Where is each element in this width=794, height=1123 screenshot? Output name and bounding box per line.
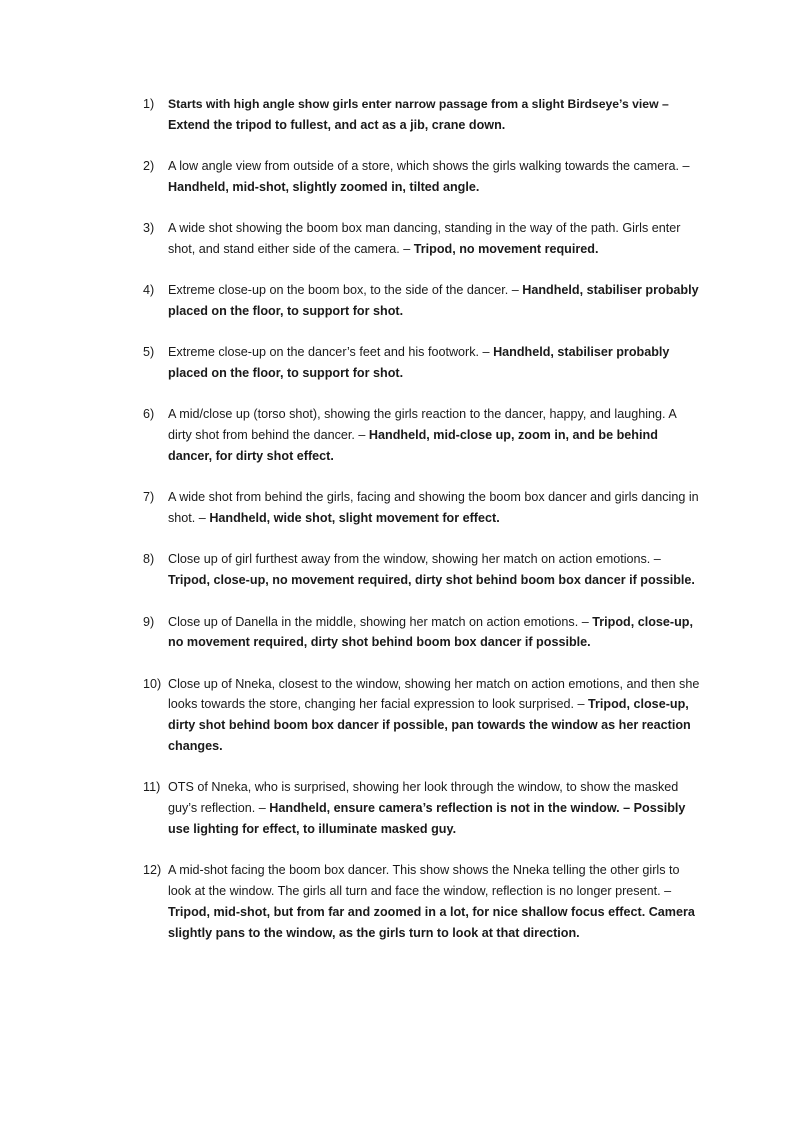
shot-camera-note: Tripod, no movement required.: [413, 241, 599, 256]
shot-camera-note: Tripod, close-up, no movement required, dirty shot behind boom box dancer if possible.: [168, 573, 695, 588]
shot-description: A wide shot from behind the girls, facing and showing the boom box dancer and girls dancing in shot. –: [168, 490, 699, 526]
shot-item-2: [143, 156, 703, 198]
shot-number: 10): [143, 676, 162, 691]
shot-item-5: [143, 342, 703, 384]
shot-item-6: [143, 404, 703, 466]
shot-number: 2): [143, 159, 155, 174]
shot-number: 11): [143, 780, 161, 795]
shot-description: Extreme close-up on the boom box, to the side of the dancer. –: [168, 283, 523, 298]
shot-number: 9): [143, 614, 155, 629]
shot-item-1: [143, 94, 703, 136]
shot-description: Extreme close-up on the dancer’s feet and his footwork. –: [168, 345, 494, 360]
shot-number: 12): [143, 863, 162, 878]
shot-description: A wide shot showing the boom box man dancing, standing in the way of the path. Girls enter shot, and stand either side of the camera. –: [168, 221, 681, 256]
shot-number: 7): [143, 490, 155, 505]
shot-description: Close up of girl furthest away from the window, showing her match on action emotions. –: [168, 552, 661, 567]
shot-number: 4): [143, 283, 155, 298]
shot-description: A mid/close up (torso shot), showing the girls reaction to the dancer, happy, and laughing. A dirty shot from behind the dancer. –: [168, 407, 677, 443]
shot-item-11: [143, 777, 703, 839]
shot-item-9: [143, 612, 703, 654]
shot-item-3: [143, 218, 703, 260]
shot-description: Close up of Nneka, closest to the window, showing her match on action emotions, and then she looks towards the store, changing her facial expression to look surprised. –: [168, 676, 700, 712]
shot-camera-note: Handheld, mid-shot, slightly zoomed in, tilted angle.: [168, 179, 480, 194]
shot-camera-note: Handheld, wide shot, slight movement for effect.: [209, 511, 500, 526]
shot-item-8: [143, 549, 703, 591]
shot-camera-note: Handheld, mid-close up, zoom in, and be behind dancer, for dirty shot effect.: [168, 428, 658, 464]
shot-camera-note: Extend the tripod to fullest, and act as a jib, crane down.: [168, 117, 506, 132]
shot-camera-note: Handheld, stabiliser probably placed on the floor, to support for shot.: [168, 283, 699, 319]
shot-number: 5): [143, 345, 155, 360]
shot-description: A mid-shot facing the boom box dancer. This show shows the Nneka telling the other girls to look at the window. The girls all turn and face the window, reflection is no longer present. –: [168, 863, 680, 899]
shot-number: 3): [143, 221, 155, 236]
shot-description: A low angle view from outside of a store, which shows the girls walking towards the camera. –: [168, 159, 690, 174]
shot-number: 6): [143, 407, 155, 422]
shot-camera-note: Tripod, close-up, no movement required, dirty shot behind boom box dancer if possible.: [168, 614, 693, 650]
shot-camera-note: Tripod, close-up, dirty shot behind boom box dancer if possible, pan towards the window as her reaction changes.: [168, 697, 691, 754]
shot-number: 8): [143, 552, 155, 567]
shot-camera-note: Tripod, mid-shot, but from far and zoomed in a lot, for nice shallow focus effect. Camera slightly pans to the window, as the girls turn to look at that direction.: [168, 904, 695, 940]
shot-number: 1): [143, 97, 155, 111]
shot-camera-note: Handheld, ensure camera’s reflection is not in the window. – Possibly use lighting for effect, to illuminate masked guy.: [168, 801, 686, 836]
shot-item-12: [143, 860, 703, 943]
shot-item-7: [143, 487, 703, 529]
shot-description: Starts with high angle show girls enter narrow passage from a slight Birdseye’s view –: [168, 97, 669, 111]
shot-description: OTS of Nneka, who is surprised, showing her look through the window, to show the masked guy’s reflection. –: [168, 780, 679, 816]
shot-item-10: [143, 674, 703, 757]
shot-description: Close up of Danella in the middle, showing her match on action emotions. –: [168, 614, 593, 629]
shot-camera-note: Handheld, stabiliser probably placed on the floor, to support for shot.: [168, 345, 670, 381]
shot-list: [143, 94, 703, 964]
shot-item-4: [143, 280, 703, 322]
